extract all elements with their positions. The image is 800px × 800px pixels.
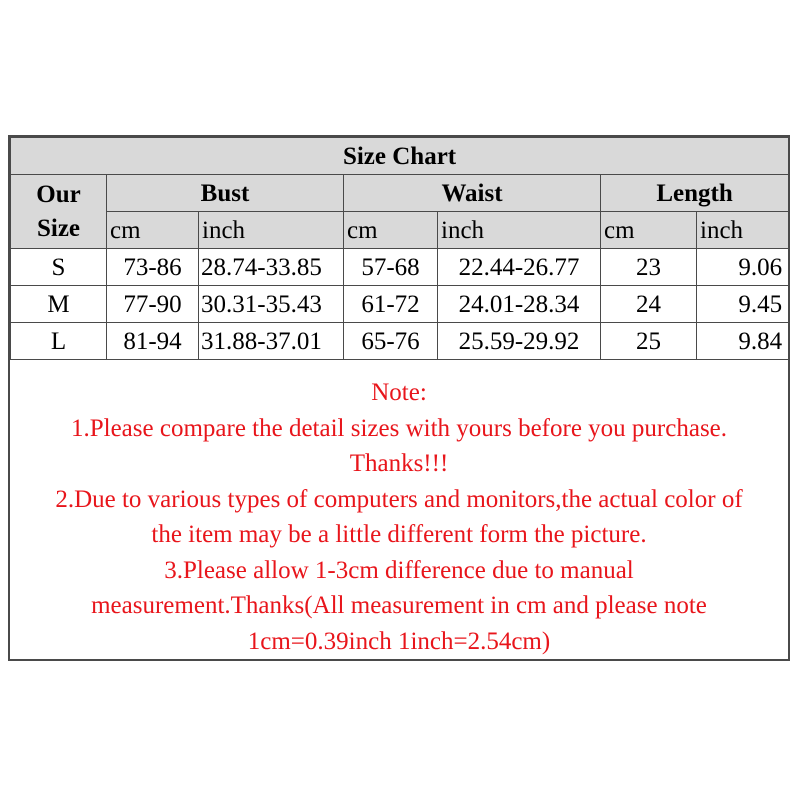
table-row: [11, 323, 789, 360]
length-cm-cell: 23: [601, 249, 697, 286]
table-row: [11, 286, 789, 323]
bust-header: Bust: [107, 175, 344, 212]
chart-title: Size Chart: [11, 138, 789, 175]
note-line: 1cm=0.39inch 1inch=2.54cm): [247, 627, 551, 655]
size-chart: [8, 135, 790, 661]
waist-cm-cell: 61-72: [344, 286, 438, 323]
waist-inch-cell: 24.01-28.34: [438, 286, 601, 323]
note-line: 1.Please compare the detail sizes with yours before you purchase.: [70, 414, 728, 442]
unit-bust-inch: inch: [199, 212, 344, 249]
length-cm-cell: 25: [601, 323, 697, 360]
note-heading: Note:: [371, 379, 427, 406]
unit-waist-inch: inch: [438, 212, 601, 249]
bust-inch-cell: 30.31-35.43: [199, 286, 344, 323]
length-inch-cell: 9.06: [697, 249, 789, 286]
unit-length-inch: inch: [697, 212, 789, 249]
size-column-header: [11, 175, 107, 249]
length-inch-cell: 9.84: [697, 323, 789, 360]
waist-inch-cell: 22.44-26.77: [438, 249, 601, 286]
bust-cm-cell: 77-90: [107, 286, 199, 323]
size-header-line1: Our: [36, 181, 81, 208]
note-line: 2.Due to various types of computers and monitors,the actual color of: [55, 485, 743, 513]
unit-bust-cm: cm: [107, 212, 199, 249]
table-row: [11, 249, 789, 286]
unit-length-cm: cm: [601, 212, 697, 249]
size-header-line2: Size: [36, 215, 81, 242]
waist-cm-cell: 65-76: [344, 323, 438, 360]
unit-waist-cm: cm: [344, 212, 438, 249]
waist-header: Waist: [344, 175, 601, 212]
size-cell: L: [11, 323, 107, 360]
bust-inch-cell: 28.74-33.85: [199, 249, 344, 286]
bust-cm-cell: 73-86: [107, 249, 199, 286]
size-table: [10, 137, 789, 360]
bust-inch-cell: 31.88-37.01: [199, 323, 344, 360]
waist-cm-cell: 57-68: [344, 249, 438, 286]
length-cm-cell: 24: [601, 286, 697, 323]
waist-inch-cell: 25.59-29.92: [438, 323, 601, 360]
note-line: 3.Please allow 1-3cm difference due to manual: [164, 556, 634, 584]
note-line: measurement.Thanks(All measurement in cm and please note: [91, 592, 707, 619]
length-inch-cell: 9.45: [697, 286, 789, 323]
size-cell: M: [11, 286, 107, 323]
note-line: the item may be a little different form the picture.: [151, 521, 647, 548]
note-line: Thanks!!!: [349, 450, 449, 477]
notes-section: [10, 360, 788, 659]
length-header: Length: [601, 175, 789, 212]
bust-cm-cell: 81-94: [107, 323, 199, 360]
size-cell: S: [11, 249, 107, 286]
